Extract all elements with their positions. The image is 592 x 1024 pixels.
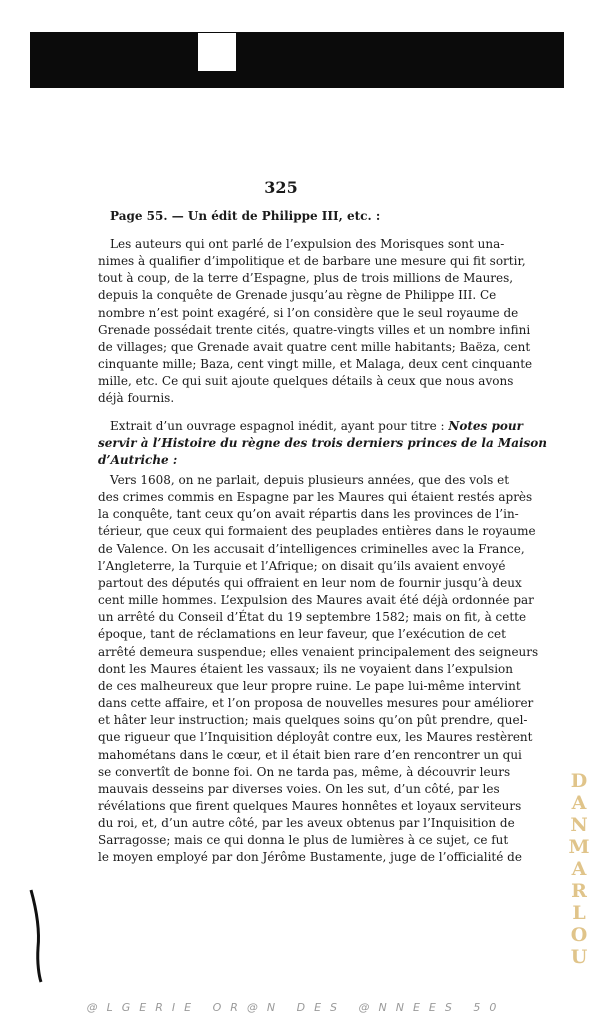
scan-white-patch (198, 33, 236, 71)
page-number: 325 (264, 178, 298, 197)
text-line: se convertît de bonne foi. On ne tarda pas, même, à découvrir leurs (98, 764, 511, 779)
text-line: révélations que firent quelques Maures honnêtes et loyaux serviteurs (98, 798, 522, 813)
paragraph-2 (98, 418, 548, 469)
book-title-part-1: Notes pour (448, 419, 523, 433)
text-line: de ces malheureux que leur propre ruine. Le pape lui-même intervint (98, 678, 521, 693)
text-line: que rigueur que l’Inquisition déployât contre eux, les Maures restèrent (98, 730, 533, 745)
text-line: de villages; que Grenade avait quatre cent mille habitants; Baëza, cent (98, 339, 531, 354)
text-line: mille, etc. Ce qui suit ajoute quelques détails à ceux que nous avons (98, 374, 514, 389)
text-line: arrêté demeura suspendue; elles venaient principalement des seigneurs (98, 644, 539, 659)
text-line: dans cette affaire, et l’on proposa de nouvelles mesures pour améliorer (98, 696, 534, 711)
extract-intro: Extrait d’un ouvrage espagnol inédit, ayant pour titre : (110, 419, 445, 433)
text-line: de Valence. On les accusait d’intelligences criminelles avec la France, (98, 541, 525, 556)
text-line: déjà fournis. (98, 391, 175, 406)
text-line: cinquante mille; Baza, cent vingt mille, et Malaga, deux cent cinquante (98, 357, 533, 372)
text-line: un arrêté du Conseil d’État du 19 septembre 1582; mais on fit, à cette (98, 610, 527, 625)
text-line: dont les Maures étaient les vassaux; ils ne voyaient dans l’expulsion (98, 661, 514, 676)
text-line: mahométans dans le cœur, et il était bien rare d’en rencontrer un qui (98, 747, 522, 762)
text-line: la conquête, tant ceux qu’on avait répartis dans les provinces de l’in- (98, 507, 519, 522)
text-line: cent mille hommes. L’expulsion des Maures avait été déjà ordonnée par (98, 593, 534, 608)
scan-black-band (30, 32, 564, 88)
text-line: des crimes commis en Espagne par les Maures qui étaient restés après (98, 490, 533, 505)
text-line: tout à coup, de la terre d’Espagne, plus de trois millions de Maures, (98, 271, 514, 286)
text-line: du roi, et, d’un autre côté, par les aveux obtenus par l’Inquisition de (98, 816, 515, 831)
text-line (98, 418, 523, 435)
text-line: Les auteurs qui ont parlé de l’expulsion des Morisques sont una- (110, 237, 505, 251)
text-line: depuis la conquête de Grenade jusqu’au règne de Philippe III. Ce (98, 288, 497, 303)
text-line: térieur, que ceux qui formaient des peuplades entières dans le royaume (98, 524, 536, 539)
text-line: Grenade possédait trente cités, quatre-vingts villes et un nombre infini (98, 322, 531, 337)
text-line: nimes à qualifier d’impolitique et de barbare une mesure qui fit sortir, (98, 254, 526, 269)
text-line: époque, tant de réclamations en leur faveur, que l’exécution de cet (98, 627, 506, 642)
note-heading: Page 55. — Un édit de Philippe III, etc. : (110, 209, 381, 223)
text-line: et hâter leur instruction; mais quelques soins qu’on pût prendre, quel- (98, 713, 528, 728)
text-line: nombre n’est point exagéré, si l’on considère que le seul royaume de (98, 305, 519, 320)
text-line: Vers 1608, on ne parlait, depuis plusieurs années, que des vols et (110, 473, 510, 487)
watermark: DANMARLOU (568, 770, 590, 968)
text-line: le moyen employé par don Jérôme Bustamente, juge de l’officialité de (98, 850, 522, 865)
text-line: mauvais desseins par diverses voies. On les sut, d’un côté, par les (98, 781, 500, 796)
text-line: Sarragosse; mais ce qui donna le plus de lumières à ce sujet, ce fut (98, 833, 509, 848)
text-line: l’Angleterre, la Turquie et l’Afrique; on disait qu’ils avaient envoyé (98, 558, 506, 573)
book-title-part-2: servir à l’Histoire du règne des trois derniers princes de la Maison (98, 436, 548, 451)
book-title-part-3: d’Autriche : (98, 453, 178, 468)
footer-caption: @LGERIE OR@N DES @NNEES 50 (86, 1001, 506, 1014)
margin-bracket-mark (28, 888, 46, 984)
paragraph-3 (98, 472, 539, 867)
text-line: partout des députés qui offraient en leur nom de fournir jusqu’à deux (98, 575, 522, 590)
paragraph-1 (98, 236, 533, 408)
